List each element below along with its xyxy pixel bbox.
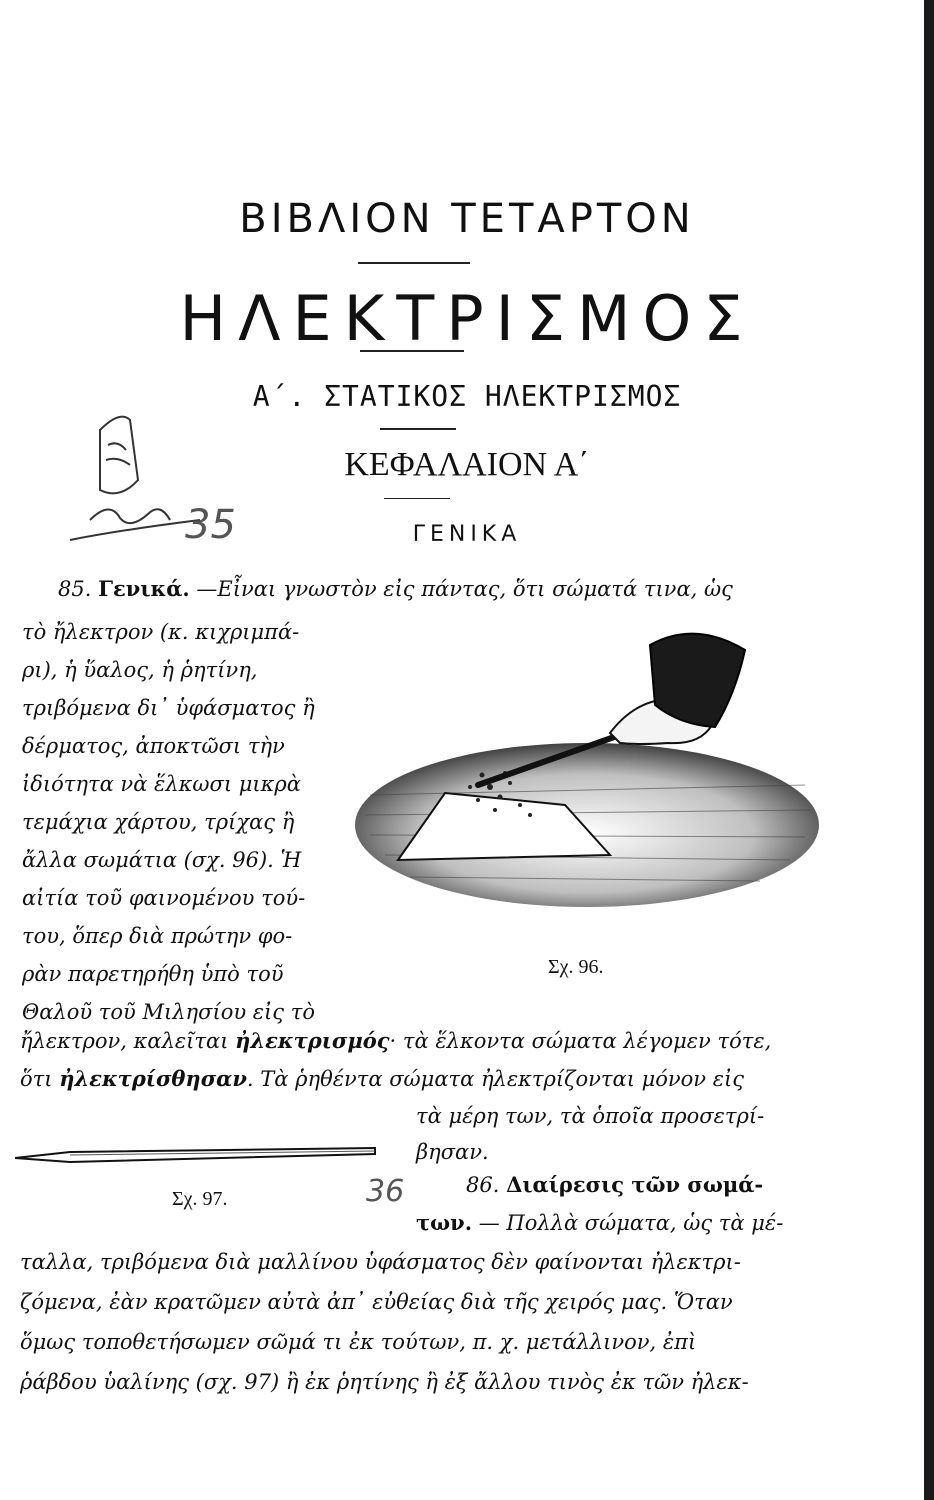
paragraph-line: αἰτία τοῦ φαινομένου τού- xyxy=(22,886,306,910)
paragraph-line: ἤλεκτρον, καλεῖται ἠλεκτρισμός· τὰ ἕλκοντα σώματα λέγομεν τότε, xyxy=(20,1028,772,1053)
paragraph-heading: Γενικά. xyxy=(98,576,190,601)
paragraph-line: των. — Πολλὰ σώματα, ὡς τὰ μέ- xyxy=(416,1210,784,1235)
figure-96-illustration xyxy=(350,615,825,915)
paragraph-line: ζόμενα, ἐὰν κρατῶμεν αὐτὰ ἀπ᾽ εὐθείας διὰ τῆς χειρός μας. Ὅταν xyxy=(20,1290,733,1314)
paragraph-line: δέρματος, ἀποκτῶσι τὴν xyxy=(22,734,285,758)
main-title: ΗΛΕΚΤΡΙΣΜΟΣ xyxy=(179,282,755,355)
paragraph-heading: των. xyxy=(416,1210,473,1235)
term-electrified: ἠλεκτρίσθησαν xyxy=(59,1066,247,1091)
paragraph-line: τὸ ἤλεκτρον (κ. κιχριμπά- xyxy=(22,620,300,644)
book-title: ΒΙΒΛΙΟΝ ΤΕΤΑΡΤΟΝ xyxy=(239,196,695,242)
paragraph-line: του, ὅπερ διὰ πρώτην φο- xyxy=(22,924,293,948)
paragraph-line: ὅμως τοποθετήσωμεν σῶμά τι ἐκ τούτων, π. χ. μετάλλινον, ἐπὶ xyxy=(20,1330,697,1354)
paragraph-line: τριβόμενα δι᾽ ὑφάσματος ἢ xyxy=(22,696,315,720)
paragraph-line: ρὰν παρετηρήθη ὑπὸ τοῦ xyxy=(22,962,284,986)
figure-97-caption: Σχ. 97. xyxy=(172,1188,228,1210)
divider-rule xyxy=(360,350,464,352)
paragraph-line: βησαν. xyxy=(416,1140,489,1164)
paragraph-number: 85. xyxy=(58,577,92,601)
paragraph-line: Θαλοῦ τοῦ Μιλησίου εἰς τὸ xyxy=(22,1000,315,1024)
paragraph-line: 85. Γενικά. —Εἶναι γνωστὸν εἰς πάντας, ὅτι σώματά τινα, ὡς xyxy=(58,576,733,601)
paragraph-line: ὅτι ἠλεκτρίσθησαν. Τὰ ῥηθέντα σώματα ἠλεκτρίζονται μόνον εἰς xyxy=(20,1066,745,1091)
paragraph-line: ταλλα, τριβόμενα διὰ μαλλίνου ὑφάσματος δὲν φαίνονται ἠλεκτρι- xyxy=(20,1250,741,1274)
chapter-title: ΚΕΦΑΛΑΙΟΝ Α΄ xyxy=(344,446,590,483)
figure-96-caption: Σχ. 96. xyxy=(548,956,604,978)
page-edge xyxy=(924,0,934,1500)
sub-title: Α΄. ΣΤΑΤΙΚΟΣ ΗΛΕΚΤΡΙΣΜΟΣ xyxy=(252,380,682,413)
divider-rule xyxy=(380,428,456,430)
page-mark: 35 xyxy=(185,502,236,548)
paragraph-line: ἰδιότητα νὰ ἕλκωσι μικρὰ xyxy=(22,772,301,796)
paragraph-line xyxy=(466,1172,763,1197)
paragraph-heading: Διαίρεσις τῶν σωμά- xyxy=(506,1172,764,1197)
paragraph-number: 86. xyxy=(466,1173,500,1197)
paragraph-line: ῥάβδου ὑαλίνης (σχ. 97) ἢ ἐκ ῥητίνης ἢ ἐξ ἄλλου τινὸς ἐκ τῶν ἠλεκ- xyxy=(20,1370,749,1394)
term-electricity: ἠλεκτρισμός xyxy=(235,1028,390,1053)
paragraph-line: τὰ μέρη των, τὰ ὁποῖα προσετρί- xyxy=(416,1104,765,1128)
section-title: ΓΕΝΙΚΑ xyxy=(412,522,522,547)
paragraph-line: ρι), ἡ ὕαλος, ἡ ῥητίνη, xyxy=(22,658,258,682)
glass-rod xyxy=(15,1148,375,1162)
figure-97-illustration xyxy=(10,1140,380,1170)
paragraph-line: ἄλλα σωμάτια (σχ. 96). Ἡ xyxy=(22,848,302,872)
handwritten-stamp xyxy=(60,390,270,560)
page-mark: 36 xyxy=(366,1174,405,1209)
divider-rule xyxy=(384,498,450,499)
paragraph-line: τεμάχια χάρτου, τρίχας ἢ xyxy=(22,810,295,834)
divider-rule xyxy=(358,262,470,264)
